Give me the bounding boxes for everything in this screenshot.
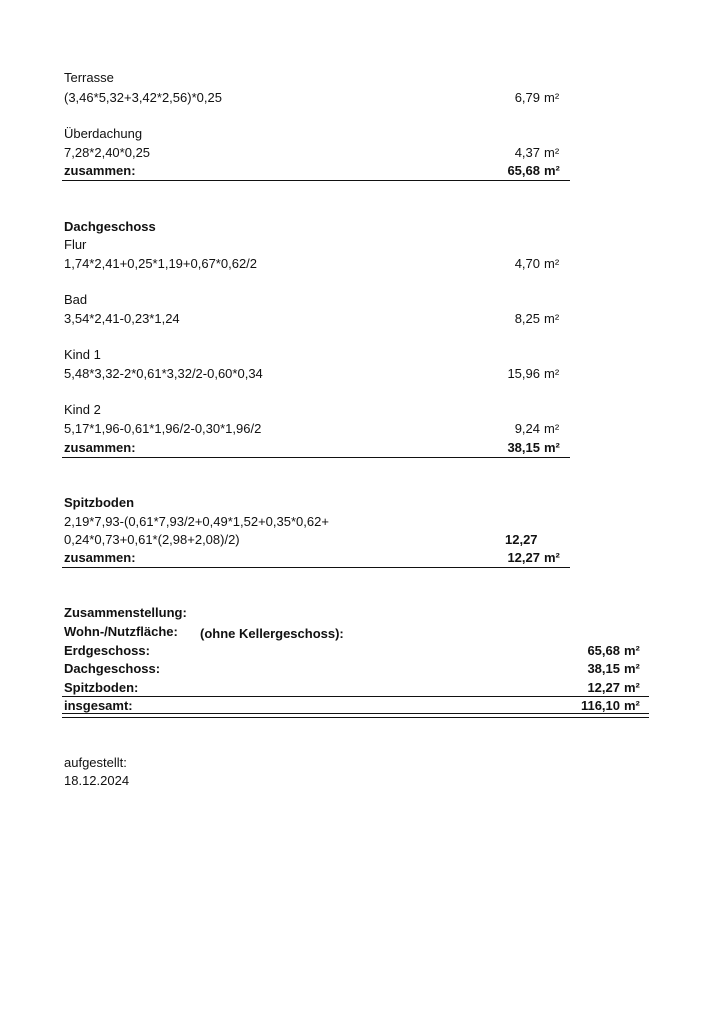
room-formula: 5,17*1,96-0,61*1,96/2-0,30*1,96/2 [64,421,262,436]
summary-row-value: 12,27 [587,680,620,695]
unit-label: m² [624,643,640,658]
sum-divider [62,180,570,181]
unit-label: m² [544,311,560,326]
unit-label: m² [544,145,560,160]
total-value: 116,10 [580,698,620,713]
unit-label: m² [544,421,560,436]
spitzboden-formula-line1: 2,19*7,93-(0,61*7,93/2+0,49*1,52+0,35*0,62+ [64,514,329,529]
summary-subtitle: Wohn-/Nutzfläche: [64,624,178,639]
spitzboden-title: Spitzboden [64,495,135,510]
unit-label: m² [544,550,560,565]
total-double-divider [62,713,649,718]
unit-label: m² [544,366,560,381]
room-label: Kind 1 [64,347,101,362]
room-value: 8,25 [514,311,540,326]
unit-label: m² [544,256,560,271]
sum-divider [62,457,570,458]
spitzboden-sum-value: 12,27 [507,550,540,565]
footer-date: 18.12.2024 [64,773,130,788]
room-formula: 3,54*2,41-0,23*1,24 [64,311,180,326]
terrasse-label: Terrasse [64,70,114,85]
unit-label: m² [544,440,560,455]
unit-label: m² [624,661,640,676]
summary-row-label: Dachgeschoss: [64,661,161,676]
unit-label: m² [544,90,560,105]
summary-row-label: Spitzboden: [64,680,139,695]
ueberdachung-formula: 7,28*2,40*0,25 [64,145,151,160]
terrasse-value: 6,79 [514,90,540,105]
unit-label: m² [624,698,640,713]
spitzboden-sum-label: zusammen: [64,550,136,565]
summary-divider [62,696,649,697]
room-label: Kind 2 [64,402,101,417]
total-label: insgesamt: [64,698,133,713]
summary-note: (ohne Kellergeschoss): [200,626,344,641]
sum-divider [62,567,570,568]
footer-label: aufgestellt: [64,755,127,770]
ueberdachung-value: 4,37 [514,145,540,160]
dachgeschoss-sum-value: 38,15 [507,440,540,455]
spitzboden-formula-line2: 0,24*0,73+0,61*(2,98+2,08)/2) [64,532,240,547]
room-value: 9,24 [514,421,540,436]
dachgeschoss-sum-label: zusammen: [64,440,136,455]
room-value: 4,70 [514,256,540,271]
summary-title: Zusammenstellung: [64,605,187,620]
room-value: 15,96 [507,366,540,381]
room-formula: 1,74*2,41+0,25*1,19+0,67*0,62/2 [64,256,258,271]
erdgeschoss-sum-label: zusammen: [64,163,136,178]
unit-label: m² [544,163,560,178]
summary-row-label: Erdgeschoss: [64,643,150,658]
spitzboden-value: 12,27 [505,532,538,547]
room-formula: 5,48*3,32-2*0,61*3,32/2-0,60*0,34 [64,366,263,381]
erdgeschoss-sum-value: 65,68 [507,163,540,178]
dachgeschoss-title: Dachgeschoss [64,219,156,234]
room-label: Flur [64,237,87,252]
unit-label: m² [624,680,640,695]
room-label: Bad [64,292,88,307]
summary-row-value: 38,15 [587,661,620,676]
ueberdachung-label: Überdachung [64,126,143,141]
summary-row-value: 65,68 [587,643,620,658]
terrasse-formula: (3,46*5,32+3,42*2,56)*0,25 [64,90,222,105]
